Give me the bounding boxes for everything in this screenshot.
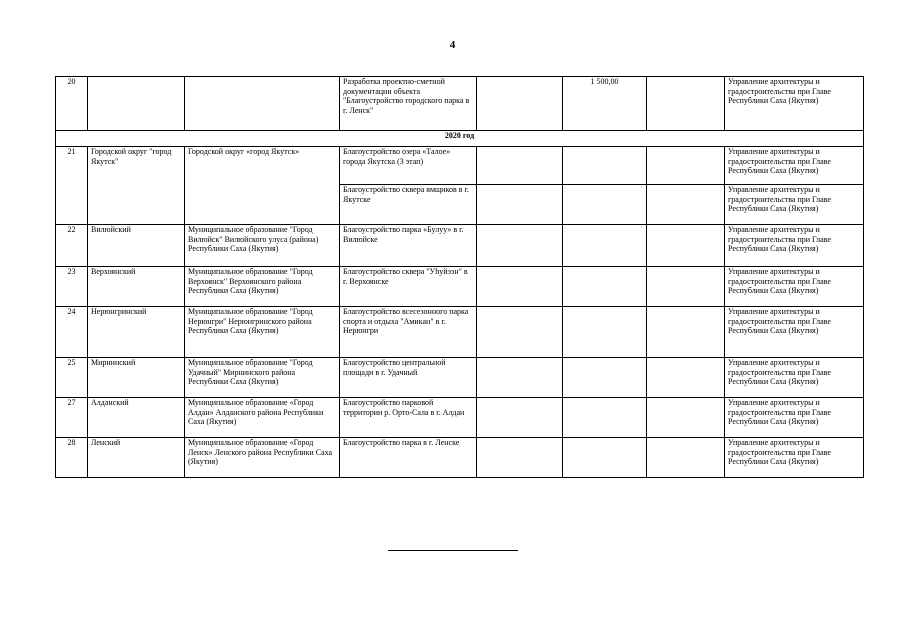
executor-cell: Управление архитектуры и градостроительства при Главе Республики Саха (Якутия): [725, 267, 864, 307]
object-cell: Благоустройство парковой территории р. Орто-Сала в г. Алдан: [340, 398, 477, 438]
executor-cell: Управление архитектуры и градостроительства при Главе Республики Саха (Якутия): [725, 358, 864, 398]
empty-cell: [477, 358, 563, 398]
row-number: 24: [56, 307, 88, 358]
empty-cell: [477, 438, 563, 478]
footer-divider: [388, 550, 518, 551]
table-row-24: [56, 307, 864, 358]
empty-cell: [647, 398, 725, 438]
object-cell: Разработка проектно-сметной документации объекта "Благоустройство городского парка в г. Ленск": [340, 77, 477, 131]
row-number: 20: [56, 77, 88, 131]
page-number: 4: [449, 39, 456, 51]
empty-cell: [647, 358, 725, 398]
empty-cell: [477, 307, 563, 358]
program-table: [55, 76, 864, 478]
object-cell: Благоустройство всесезонного парка спорта и отдыха "Амикан" в г. Нерюнгри: [340, 307, 477, 358]
executor-cell: Управление архитектуры и градостроительства при Главе Республики Саха (Якутия): [725, 77, 864, 131]
region-cell: Ленский: [88, 438, 185, 478]
empty-cell: [477, 398, 563, 438]
municipality-cell: Муниципальное образование «Город Ленск» Ленского района Республики Саха (Якутия): [185, 438, 340, 478]
object-cell: Благоустройство парка в г. Ленске: [340, 438, 477, 478]
region-cell: Нерюнгринский: [88, 307, 185, 358]
table-row-20: [56, 77, 864, 131]
empty-cell: [647, 267, 725, 307]
table-row-25: [56, 358, 864, 398]
empty-cell: [563, 147, 647, 185]
object-cell: Благоустройство парка «Булуу» в г. Вилюйске: [340, 225, 477, 267]
empty-cell: [647, 225, 725, 267]
amount-cell: 1 500,00: [563, 77, 647, 131]
executor-cell: Управление архитектуры и градостроительства при Главе Республики Саха (Якутия): [725, 225, 864, 267]
municipality-cell: Муниципальное образование "Город Верхоянск" Верхоянского района Республики Саха (Якутия): [185, 267, 340, 307]
row-number: 21: [56, 147, 88, 225]
municipality-cell: [185, 77, 340, 131]
empty-cell: [647, 147, 725, 185]
executor-cell: Управление архитектуры и градостроительства при Главе Республики Саха (Якутия): [725, 438, 864, 478]
object-cell: Благоустройство сквера "Уһуйээн" в г. Верхоянске: [340, 267, 477, 307]
region-cell: Вилюйский: [88, 225, 185, 267]
executor-cell: Управление архитектуры и градостроительства при Главе Республики Саха (Якутия): [725, 398, 864, 438]
empty-cell: [647, 438, 725, 478]
empty-cell: [477, 185, 563, 225]
row-number: 23: [56, 267, 88, 307]
empty-cell: [647, 185, 725, 225]
table-row-23: [56, 267, 864, 307]
table-row-21: [56, 147, 864, 185]
municipality-cell: Городской округ «город Якутск»: [185, 147, 340, 225]
empty-cell: [477, 77, 563, 131]
row-number: 27: [56, 398, 88, 438]
year-header: 2020 год: [56, 131, 864, 147]
region-cell: Мирнинский: [88, 358, 185, 398]
row-number: 28: [56, 438, 88, 478]
executor-cell: Управление архитектуры и градостроительства при Главе Республики Саха (Якутия): [725, 147, 864, 185]
empty-cell: [563, 438, 647, 478]
object-cell: Благоустройство озера «Талое» города Якутска (3 этап): [340, 147, 477, 185]
municipality-cell: Муниципальное образование "Город Удачный" Мирнинского района Республики Саха (Якутия): [185, 358, 340, 398]
region-cell: Городской округ "город Якутск": [88, 147, 185, 225]
row-number: 22: [56, 225, 88, 267]
row-number: 25: [56, 358, 88, 398]
empty-cell: [563, 225, 647, 267]
executor-cell: Управление архитектуры и градостроительства при Главе Республики Саха (Якутия): [725, 307, 864, 358]
region-cell: Алданский: [88, 398, 185, 438]
region-cell: [88, 77, 185, 131]
year-header-row: [56, 131, 864, 147]
empty-cell: [563, 185, 647, 225]
table-row-22: [56, 225, 864, 267]
municipality-cell: Муниципальное образование "Город Нерюнгри" Нерюнгринского района Республики Саха (Якутия): [185, 307, 340, 358]
empty-cell: [563, 358, 647, 398]
empty-cell: [477, 147, 563, 185]
municipality-cell: Муниципальное образование "Город Вилюйск" Вилюйского улуса (района) Республики Саха (Якутия): [185, 225, 340, 267]
empty-cell: [563, 307, 647, 358]
empty-cell: [647, 307, 725, 358]
object-cell: Благоустройство сквера ямщиков в г. Якутске: [340, 185, 477, 225]
table-row-27: [56, 398, 864, 438]
empty-cell: [477, 267, 563, 307]
empty-cell: [647, 77, 725, 131]
empty-cell: [563, 398, 647, 438]
table-row-28: [56, 438, 864, 478]
object-cell: Благоустройство центральной площади в г. Удачный: [340, 358, 477, 398]
region-cell: Верхоянский: [88, 267, 185, 307]
executor-cell: Управление архитектуры и градостроительства при Главе Республики Саха (Якутия): [725, 185, 864, 225]
empty-cell: [477, 225, 563, 267]
municipality-cell: Муниципальное образование «Город Алдан» Алданского района Республики Саха (Якутия): [185, 398, 340, 438]
empty-cell: [563, 267, 647, 307]
